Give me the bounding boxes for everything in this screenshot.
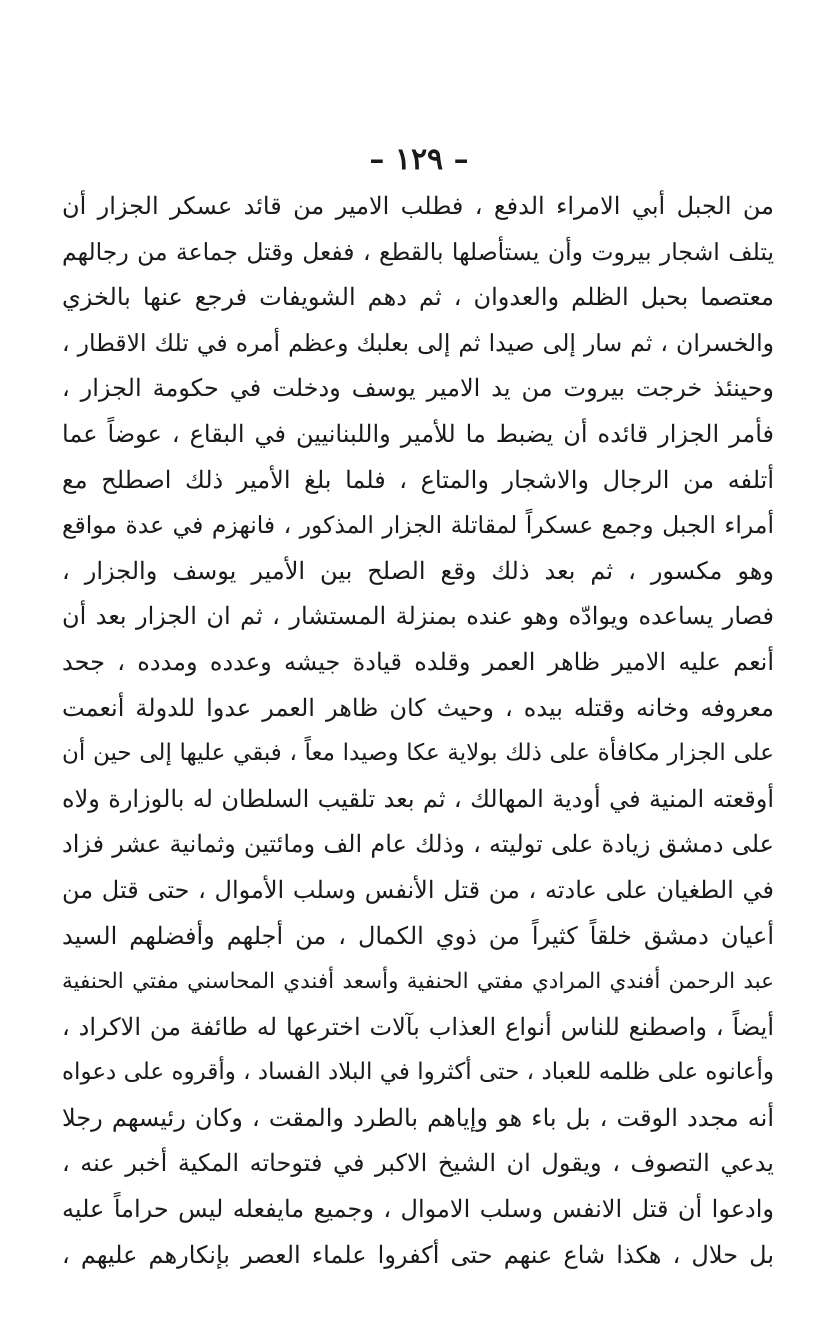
text-line: أعيان دمشق خلقاً كثيراً من ذوي الكمال ، من أجلهم وأفضلهم السيد — [62, 921, 774, 950]
text-line: على الجزار مكافأة على ذلك بولاية عكا وصيدا معاً ، فبقي عليها إلى حين أن — [62, 740, 774, 767]
text-line: والخسران ، ثم سار إلى صيدا ثم إلى بعلبك وعظم أمره في تلك الاقطار ، — [62, 328, 774, 357]
text-line: أوقعته المنية في أودية المهالك ، ثم بعد تلقيب السلطان له بالوزارة ولاه — [62, 784, 774, 813]
text-line: أتلفه من الرجال والاشجار والمتاع ، فلما بلغ الأمير ذلك اصطلح مع — [62, 465, 774, 494]
text-line: أنه مجدد الوقت ، بل باء هو وإياهم بالطرد والمقت ، وكان رئيسهم رجلا — [62, 1103, 774, 1132]
text-line: على دمشق زيادة على توليته ، وذلك عام الف ومائتين وثمانية عشر فزاد — [62, 830, 774, 859]
body-text — [62, 184, 774, 1278]
text-line: وهو مكسور ، ثم بعد ذلك وقع الصلح بين الأمير يوسف والجزار ، — [62, 556, 774, 585]
text-line: يتلف اشجار بيروت وأن يستأصلها بالقطع ، ففعل وقتل جماعة من رجالهم — [62, 237, 774, 266]
text-line: يدعي التصوف ، ويقول ان الشيخ الاكبر في فتوحاته المكية أخبر عنه ، — [62, 1149, 774, 1178]
text-line: عبد الرحمن أفندي المرادي مفتي الحنفية وأسعد أفندي المحاسني مفتي الحنفية — [62, 969, 774, 995]
text-line: من الجبل أبي الامراء الدفع ، فطلب الامير من قائد عسكر الجزار أن — [62, 192, 774, 220]
text-line: أنعم عليه الامير ظاهر العمر وقلده قيادة جيشه وعدده ومدده ، جحد — [62, 647, 774, 676]
text-line: وأعانوه على ظلمه للعباد ، حتى أكثروا في البلاد الفساد ، وأقروه على دعواه — [62, 1059, 774, 1086]
text-line: معروفه وخانه وقتله بيده ، وحيث كان ظاهر العمر عدوا للدولة أنعمت — [62, 693, 774, 722]
text-line: في الطغيان على عادته ، من قتل الأنفس وسلب الأموال ، حتى قتل من — [62, 875, 774, 904]
text-line: فصار يساعده ويوادّه وهو عنده بمنزلة المستشار ، ثم ان الجزار بعد أن — [62, 602, 774, 631]
text-line: أمراء الجبل وجمع عسكراً لمقاتلة الجزار المذكور ، فانهزم في عدة مواقع — [62, 511, 774, 540]
text-line: بل حلال ، هكذا شاع عنهم حتى أكفروا علماء العصر بإنكارهم عليهم ، — [62, 1240, 774, 1269]
text-line: فأمر الجزار قائده أن يضبط ما للأمير واللبنانيين في البقاع ، عوضاً عما — [62, 419, 774, 448]
page-number: – ١٢٩ – — [369, 142, 469, 177]
text-line: أيضاً ، واصطنع للناس أنواع العذاب بآلات اخترعها له طائفة من الاكراد ، — [62, 1012, 774, 1041]
text-line: وادعوا أن قتل الانفس وسلب الاموال ، وجميع مايفعله ليس حراماً عليه — [62, 1195, 774, 1224]
text-line: معتصما بحبل الظلم والعدوان ، ثم دهم الشويفات فرجع عنها بالخزي — [62, 283, 774, 312]
text-line: وحينئذ خرجت بيروت من يد الامير يوسف ودخلت في حكومة الجزار ، — [62, 374, 774, 403]
